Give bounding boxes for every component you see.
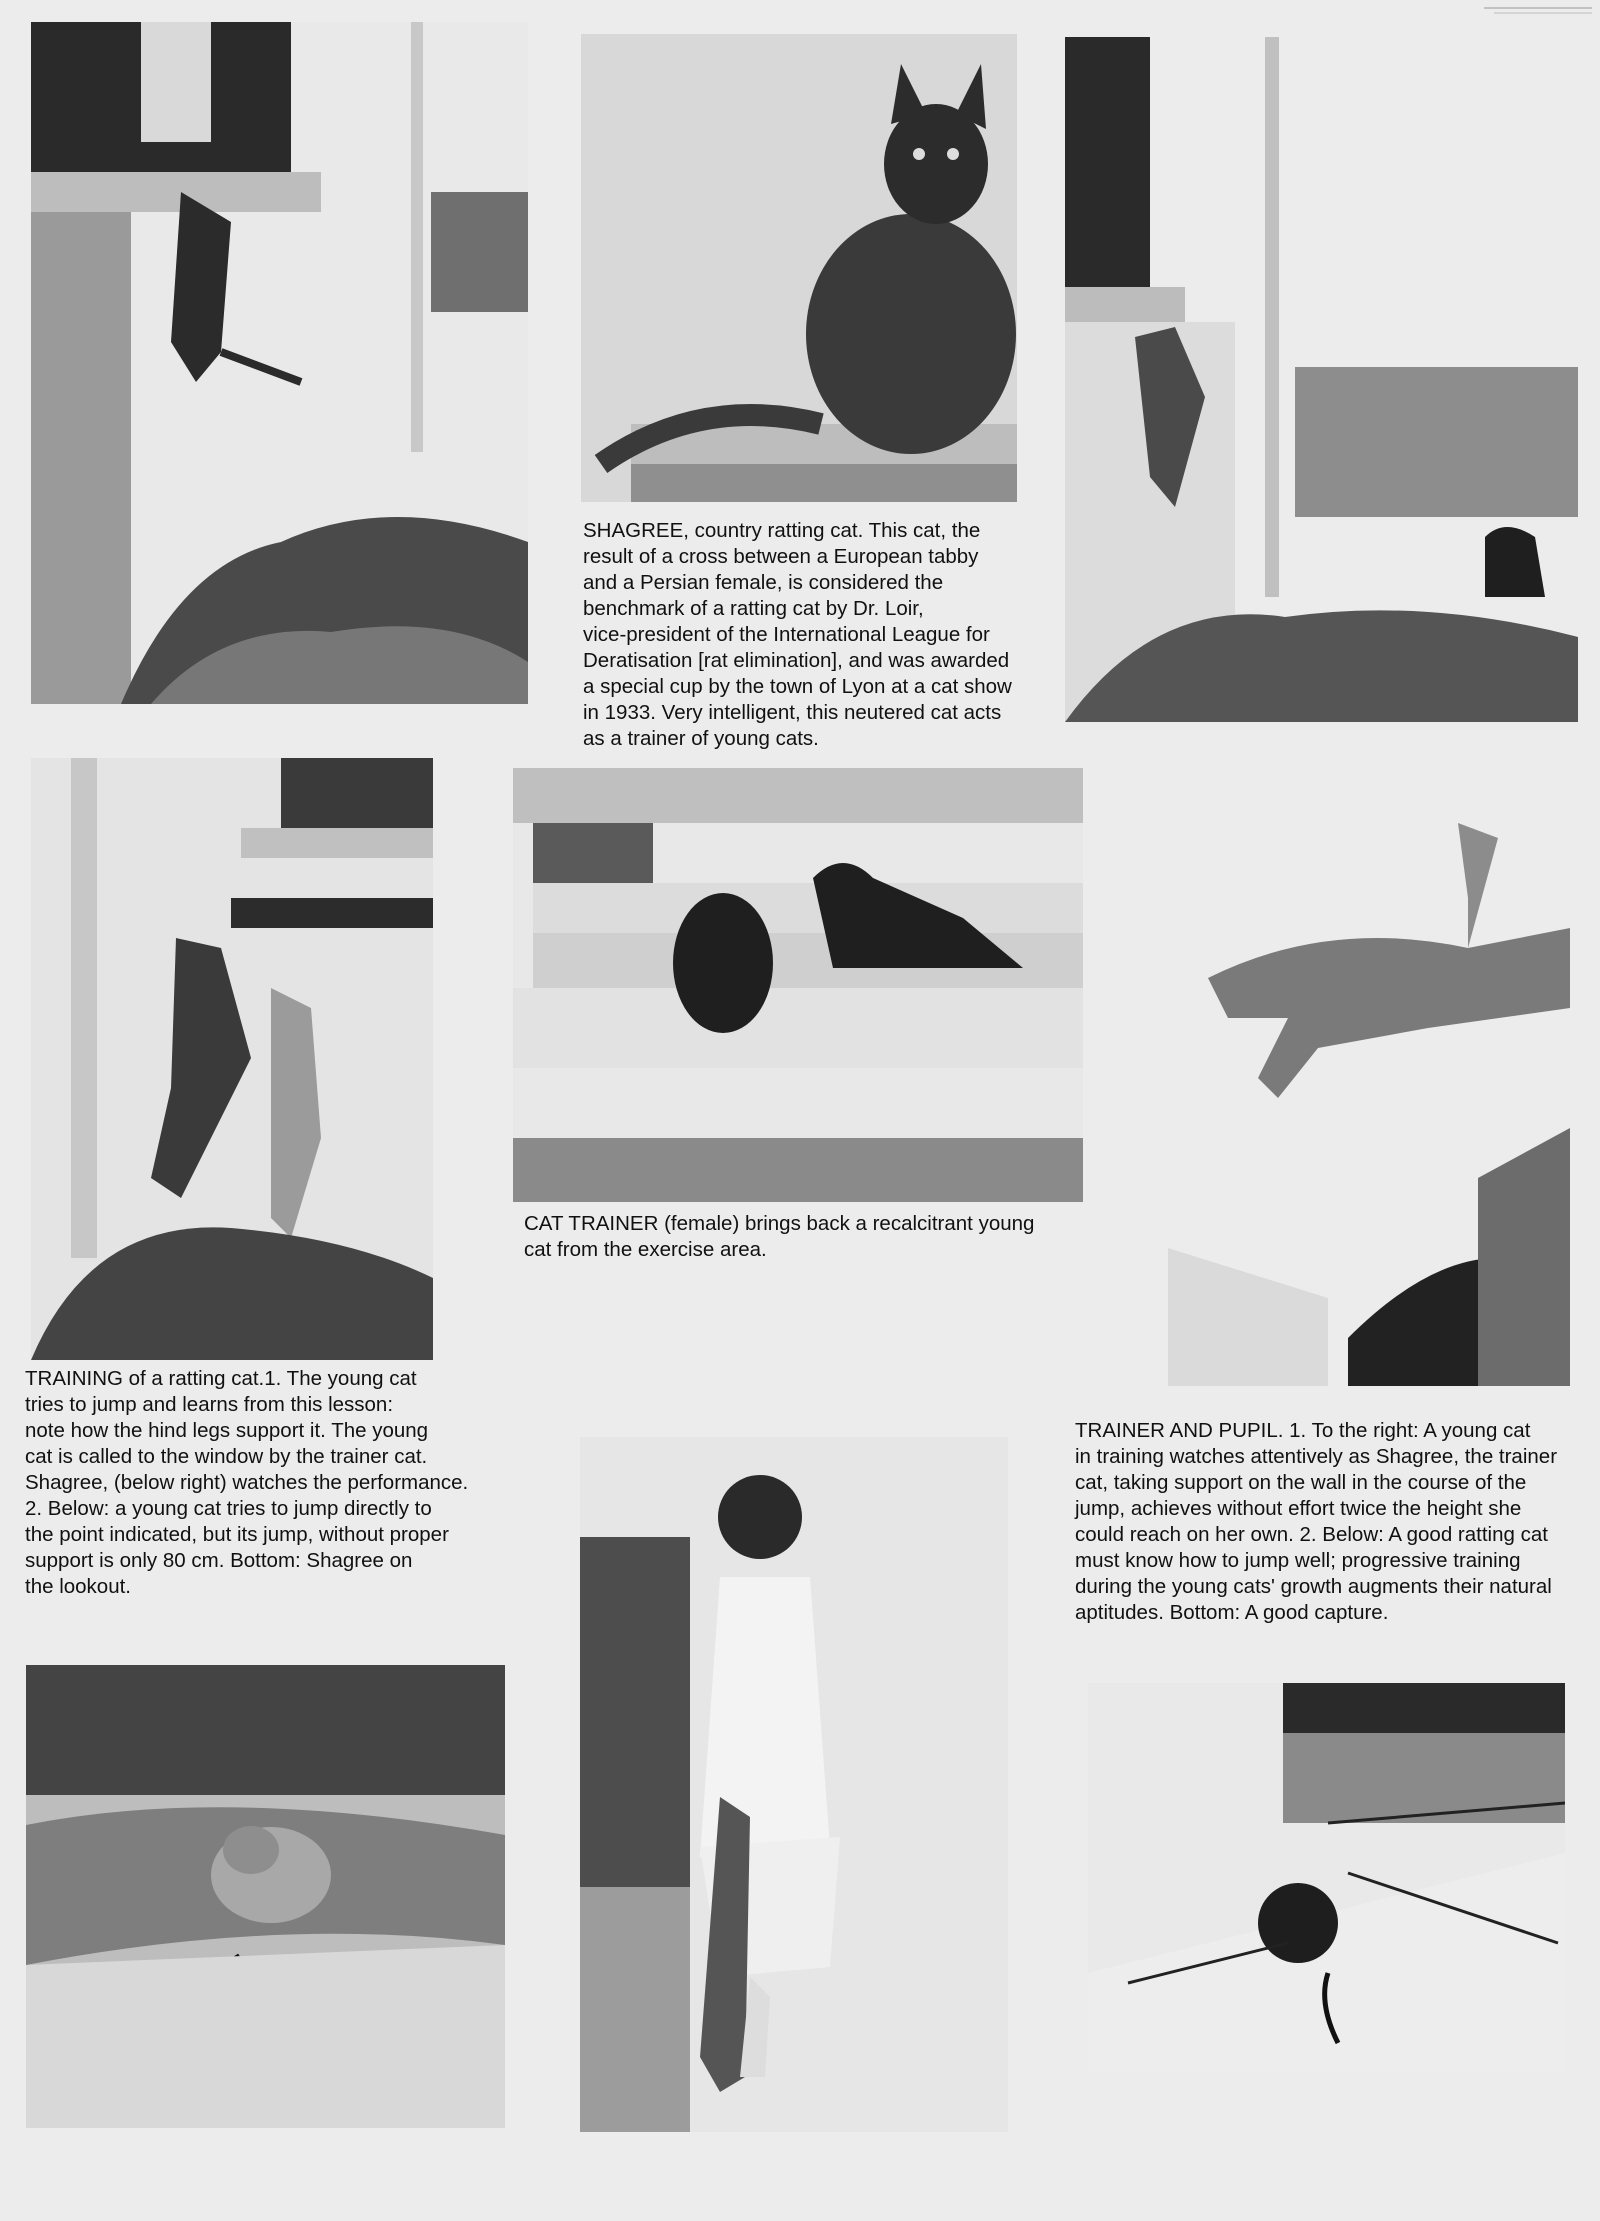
- photo-good-capture: [1088, 1683, 1565, 2072]
- caption-shagree: SHAGREE, country ratting cat. This cat, the result of a cross between a European tabby and a Persian female, is considered the benchmark of a ratting cat by Dr. Loir, vice-president of the International League for Deratisation [rat elimination], and was awarded a special cup by the town of Lyon at a cat show in 1933. Very intelligent, this neutered cat acts as a trainer of young cats.: [583, 519, 1012, 750]
- caption-cat-trainer: CAT TRAINER (female) brings back a recalcitrant young cat from the exercise area.: [524, 1212, 1035, 1261]
- photo-cat-wall-jump-pupil-watching: [1065, 37, 1578, 722]
- photo-cat-trainer-steps: [513, 768, 1083, 1202]
- photo-shagree-lookout: [26, 1665, 505, 2128]
- photo-woman-with-cat: [580, 1437, 1008, 2132]
- page-edge-lines: [1474, 0, 1594, 16]
- photo-cat-climbing-wall: [31, 22, 528, 704]
- caption-trainer-and-pupil: TRAINER AND PUPIL. 1. To the right: A young cat in training watches attentively as Shagree, the trainer cat, taking support on the wall in the course of the jump, achieves without effort twice the height she could reach on her own. 2. Below: A good ratting cat must know how to jump well; progressive training during the young cats' growth augments their natural aptitudes. Bottom: A good capture.: [1075, 1419, 1558, 1624]
- photo-cat-mid-leap: [1168, 778, 1570, 1386]
- photo-young-cat-jump-wall: [31, 758, 433, 1360]
- photo-shagree-seated: [581, 34, 1017, 502]
- caption-training: TRAINING of a ratting cat.1. The young cat tries to jump and learns from this lesson: note how the hind legs support it. The young cat is called to the window by the trainer cat. Shagree, (below right) watches the performance. 2. Below: a young cat tries to jump directly to the point indicated, but its jump, without proper support is only 80 cm. Bottom: Shagree on the lookout.: [25, 1367, 469, 1598]
